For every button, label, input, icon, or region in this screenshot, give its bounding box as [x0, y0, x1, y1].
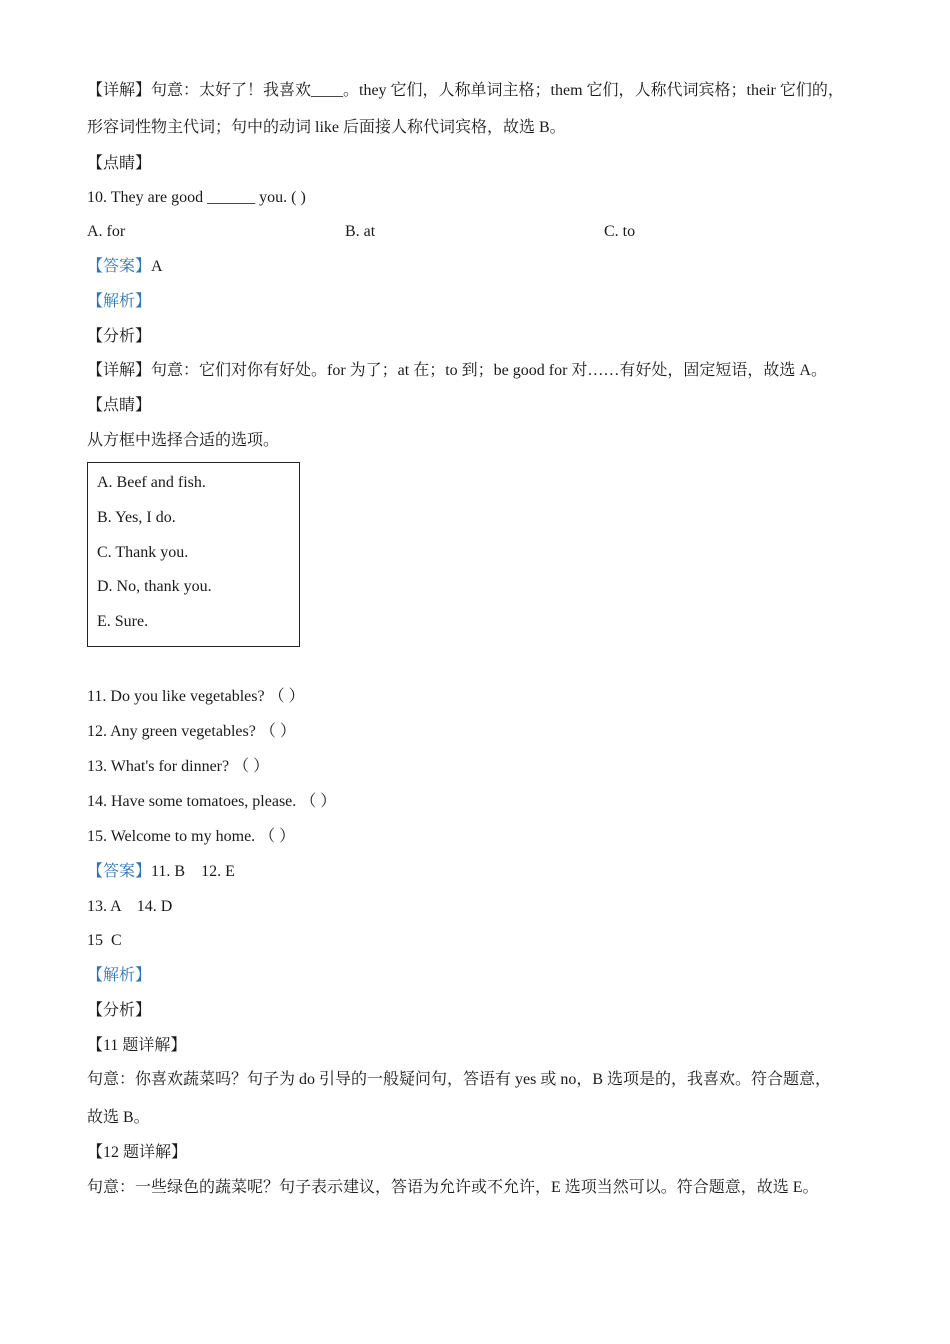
answers-line-3: 15 C: [87, 932, 122, 949]
box-option-b: B. Yes, I do.: [97, 509, 176, 526]
question-11: 11. Do you like vegetables? （ ）: [87, 688, 305, 705]
q9-detail-line-2: 形容词性物主代词；句中的动词 like 后面接人称代词宾格，故选 B。: [87, 119, 566, 136]
q10-detail: 【详解】句意：它们对你有好处。for 为了；at 在；to 到；be good for 对……有好处，固定短语，故选 A。: [87, 362, 827, 379]
analysis-tag: 【解析】: [87, 967, 152, 984]
q10-answer: [87, 257, 163, 277]
q10-option-a: A. for: [87, 223, 126, 240]
box-option-d: D. No, thank you.: [97, 578, 212, 595]
options-box: [87, 462, 300, 647]
answers-line-1: [87, 862, 235, 882]
answer-value: A: [151, 258, 163, 275]
fenxi-label: 【分析】: [87, 1002, 152, 1019]
detail-11-line-1: 句意：你喜欢蔬菜吗？句子为 do 引导的一般疑问句，答语有 yes 或 no，B 选项是的，我喜欢。符合题意，: [87, 1071, 832, 1088]
question-13: 13. What's for dinner? （ ）: [87, 758, 270, 775]
box-option-c: C. Thank you.: [97, 544, 189, 561]
detail-12-title: 【12 题详解】: [87, 1144, 188, 1161]
answer-tag: 【答案】: [87, 258, 152, 275]
q10-fenxi-label: 【分析】: [87, 328, 152, 345]
q10-analysis-tag: 【解析】: [87, 293, 152, 310]
question-15: 15. Welcome to my home. （ ）: [87, 828, 296, 845]
box-option-e: E. Sure.: [97, 613, 149, 630]
answer-tag: 【答案】: [87, 863, 152, 880]
answers-line-2: 13. A 14. D: [87, 898, 173, 915]
box-option-a: A. Beef and fish.: [97, 474, 206, 491]
q10-tip-label: 【点睛】: [87, 397, 152, 414]
q10-question: 10. They are good ______ you. ( ): [87, 189, 306, 206]
q9-tip-label: 【点睛】: [87, 155, 152, 172]
detail-12-line-1: 句意：一些绿色的蔬菜呢？句子表示建议，答语为允许或不允许，E 选项当然可以。符合题意，故选 E。: [87, 1179, 819, 1196]
question-12: 12. Any green vegetables? （ ）: [87, 723, 296, 740]
detail-11-line-2: 故选 B。: [87, 1109, 150, 1126]
question-14: 14. Have some tomatoes, please. （ ）: [87, 793, 337, 810]
q9-detail-line-1: 【详解】句意：太好了！我喜欢____。they 它们，人称单词主格；them 它们，人称代词宾格；their 它们的，: [87, 82, 844, 99]
detail-11-title: 【11 题详解】: [87, 1037, 187, 1054]
q10-option-c: C. to: [604, 223, 636, 240]
q10-option-b: B. at: [345, 223, 376, 240]
answer-values: 11. B 12. E: [151, 863, 235, 880]
section-instruction: 从方框中选择合适的选项。: [87, 432, 280, 449]
